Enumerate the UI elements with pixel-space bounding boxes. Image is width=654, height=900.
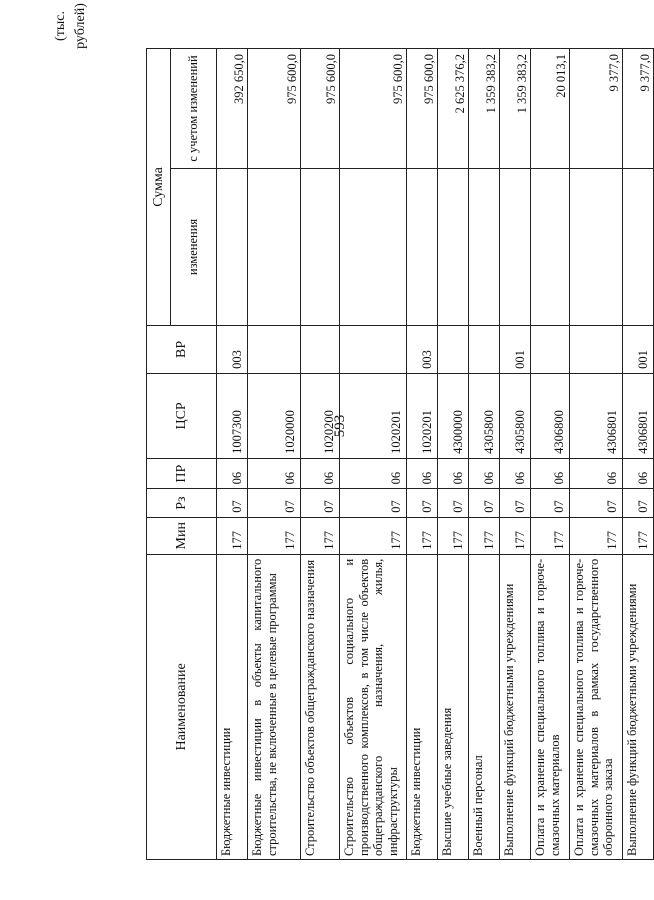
cell-izmeneniya: [340, 168, 407, 325]
cell-min: 177: [407, 517, 438, 554]
cell-min: 177: [340, 517, 407, 554]
cell-name: Бюджетные инвестиции в объекты капитального строительства, не включенные в целевые программы: [248, 554, 301, 859]
cell-s-uchetom: 975 600,0: [301, 49, 340, 169]
cell-s-uchetom: 975 600,0: [248, 49, 301, 169]
header-csr: ЦСР: [147, 373, 217, 458]
cell-min: 177: [217, 517, 248, 554]
cell-csr: 4306801: [570, 373, 623, 458]
cell-min: 177: [531, 517, 570, 554]
cell-vr: [248, 325, 301, 373]
cell-name: Строительство объектов социального и производственного комплексов, в том числе объектов общегражданского назначения, жилья, инфраструктуры: [340, 554, 407, 859]
cell-izmeneniya: [623, 168, 654, 325]
cell-izmeneniya: [438, 168, 469, 325]
header-min: Мин: [147, 517, 217, 554]
cell-rz: 07: [623, 489, 654, 517]
cell-pr: 06: [438, 458, 469, 489]
header-name: Наименование: [147, 554, 217, 859]
cell-pr: 06: [217, 458, 248, 489]
cell-vr: 003: [407, 325, 438, 373]
cell-pr: 06: [248, 458, 301, 489]
cell-name: Оплата и хранение специального топлива и горюче-смазочных материалов в рамках государственного оборонного заказа: [570, 554, 623, 859]
cell-csr: 4306801: [623, 373, 654, 458]
table-row: [623, 49, 654, 860]
page-number: 593: [332, 414, 348, 438]
cell-rz: 07: [469, 489, 500, 517]
cell-csr: 1020000: [248, 373, 301, 458]
cell-csr: 4300000: [438, 373, 469, 458]
cell-csr: 1007300: [217, 373, 248, 458]
cell-vr: [438, 325, 469, 373]
cell-pr: 06: [500, 458, 531, 489]
cell-csr: 1020201: [340, 373, 407, 458]
table-row: [500, 49, 531, 860]
table-row: [217, 49, 248, 860]
table-row: [407, 49, 438, 860]
cell-name: Высшие учебные заведения: [438, 554, 469, 859]
cell-csr: 4306800: [531, 373, 570, 458]
cell-pr: 06: [570, 458, 623, 489]
cell-izmeneniya: [407, 168, 438, 325]
cell-rz: 07: [301, 489, 340, 517]
cell-min: 177: [623, 517, 654, 554]
header-pr: ПР: [147, 458, 217, 489]
table-body: [217, 49, 654, 860]
cell-name: Строительство объектов общегражданского назначения: [301, 554, 340, 859]
cell-rz: 07: [500, 489, 531, 517]
cell-s-uchetom: 392 650,0: [217, 49, 248, 169]
cell-pr: 06: [301, 458, 340, 489]
cell-rz: 07: [340, 489, 407, 517]
table-row: [248, 49, 301, 860]
cell-csr: 1020200: [301, 373, 340, 458]
cell-name: Выполнение функций бюджетными учреждениями: [500, 554, 531, 859]
cell-izmeneniya: [248, 168, 301, 325]
cell-s-uchetom: 1 359 383,2: [469, 49, 500, 169]
cell-vr: 003: [217, 325, 248, 373]
cell-pr: 06: [340, 458, 407, 489]
cell-izmeneniya: [531, 168, 570, 325]
cell-izmeneniya: [570, 168, 623, 325]
header-s-uchetom: с учетом изменений: [171, 49, 217, 169]
cell-csr: 1020201: [407, 373, 438, 458]
table-row: [469, 49, 500, 860]
cell-rz: 07: [407, 489, 438, 517]
cell-vr: 001: [500, 325, 531, 373]
budget-table-rotated: [146, 48, 652, 860]
cell-rz: 07: [217, 489, 248, 517]
cell-vr: [301, 325, 340, 373]
cell-s-uchetom: 975 600,0: [340, 49, 407, 169]
cell-s-uchetom: 1 359 383,2: [500, 49, 531, 169]
cell-vr: [469, 325, 500, 373]
cell-s-uchetom: 2 625 376,2: [438, 49, 469, 169]
cell-vr: [531, 325, 570, 373]
header-vr: ВР: [147, 325, 217, 373]
table-row: [570, 49, 623, 860]
cell-s-uchetom: 9 377,0: [623, 49, 654, 169]
cell-vr: 001: [623, 325, 654, 373]
cell-rz: 07: [531, 489, 570, 517]
header-izmeneniya: изменения: [171, 168, 217, 325]
cell-name: Военный персонал: [469, 554, 500, 859]
cell-izmeneniya: [217, 168, 248, 325]
cell-name: Оплата и хранение специального топлива и горюче-смазочных материалов: [531, 554, 570, 859]
cell-csr: 4305800: [469, 373, 500, 458]
units-label: (тыс. рублей): [53, 3, 88, 49]
cell-pr: 06: [531, 458, 570, 489]
cell-vr: [570, 325, 623, 373]
cell-izmeneniya: [469, 168, 500, 325]
cell-s-uchetom: 9 377,0: [570, 49, 623, 169]
cell-izmeneniya: [500, 168, 531, 325]
cell-pr: 06: [407, 458, 438, 489]
header-rz: Рз: [147, 489, 217, 517]
cell-name: Выполнение функций бюджетными учреждениями: [623, 554, 654, 859]
table-row: [340, 49, 407, 860]
cell-rz: 07: [438, 489, 469, 517]
cell-csr: 4305800: [500, 373, 531, 458]
table-row: [301, 49, 340, 860]
cell-min: 177: [301, 517, 340, 554]
cell-rz: 07: [248, 489, 301, 517]
cell-s-uchetom: 20 013,1: [531, 49, 570, 169]
table-row: [438, 49, 469, 860]
budget-table: [146, 48, 654, 860]
cell-min: 177: [469, 517, 500, 554]
cell-min: 177: [438, 517, 469, 554]
cell-name: Бюджетные инвестиции: [407, 554, 438, 859]
cell-rz: 07: [570, 489, 623, 517]
table-row: [531, 49, 570, 860]
cell-pr: 06: [469, 458, 500, 489]
cell-vr: [340, 325, 407, 373]
cell-min: 177: [500, 517, 531, 554]
cell-izmeneniya: [301, 168, 340, 325]
cell-s-uchetom: 975 600,0: [407, 49, 438, 169]
header-summa: Сумма: [147, 49, 171, 326]
cell-min: 177: [570, 517, 623, 554]
cell-min: 177: [248, 517, 301, 554]
cell-name: Бюджетные инвестиции: [217, 554, 248, 859]
cell-pr: 06: [623, 458, 654, 489]
